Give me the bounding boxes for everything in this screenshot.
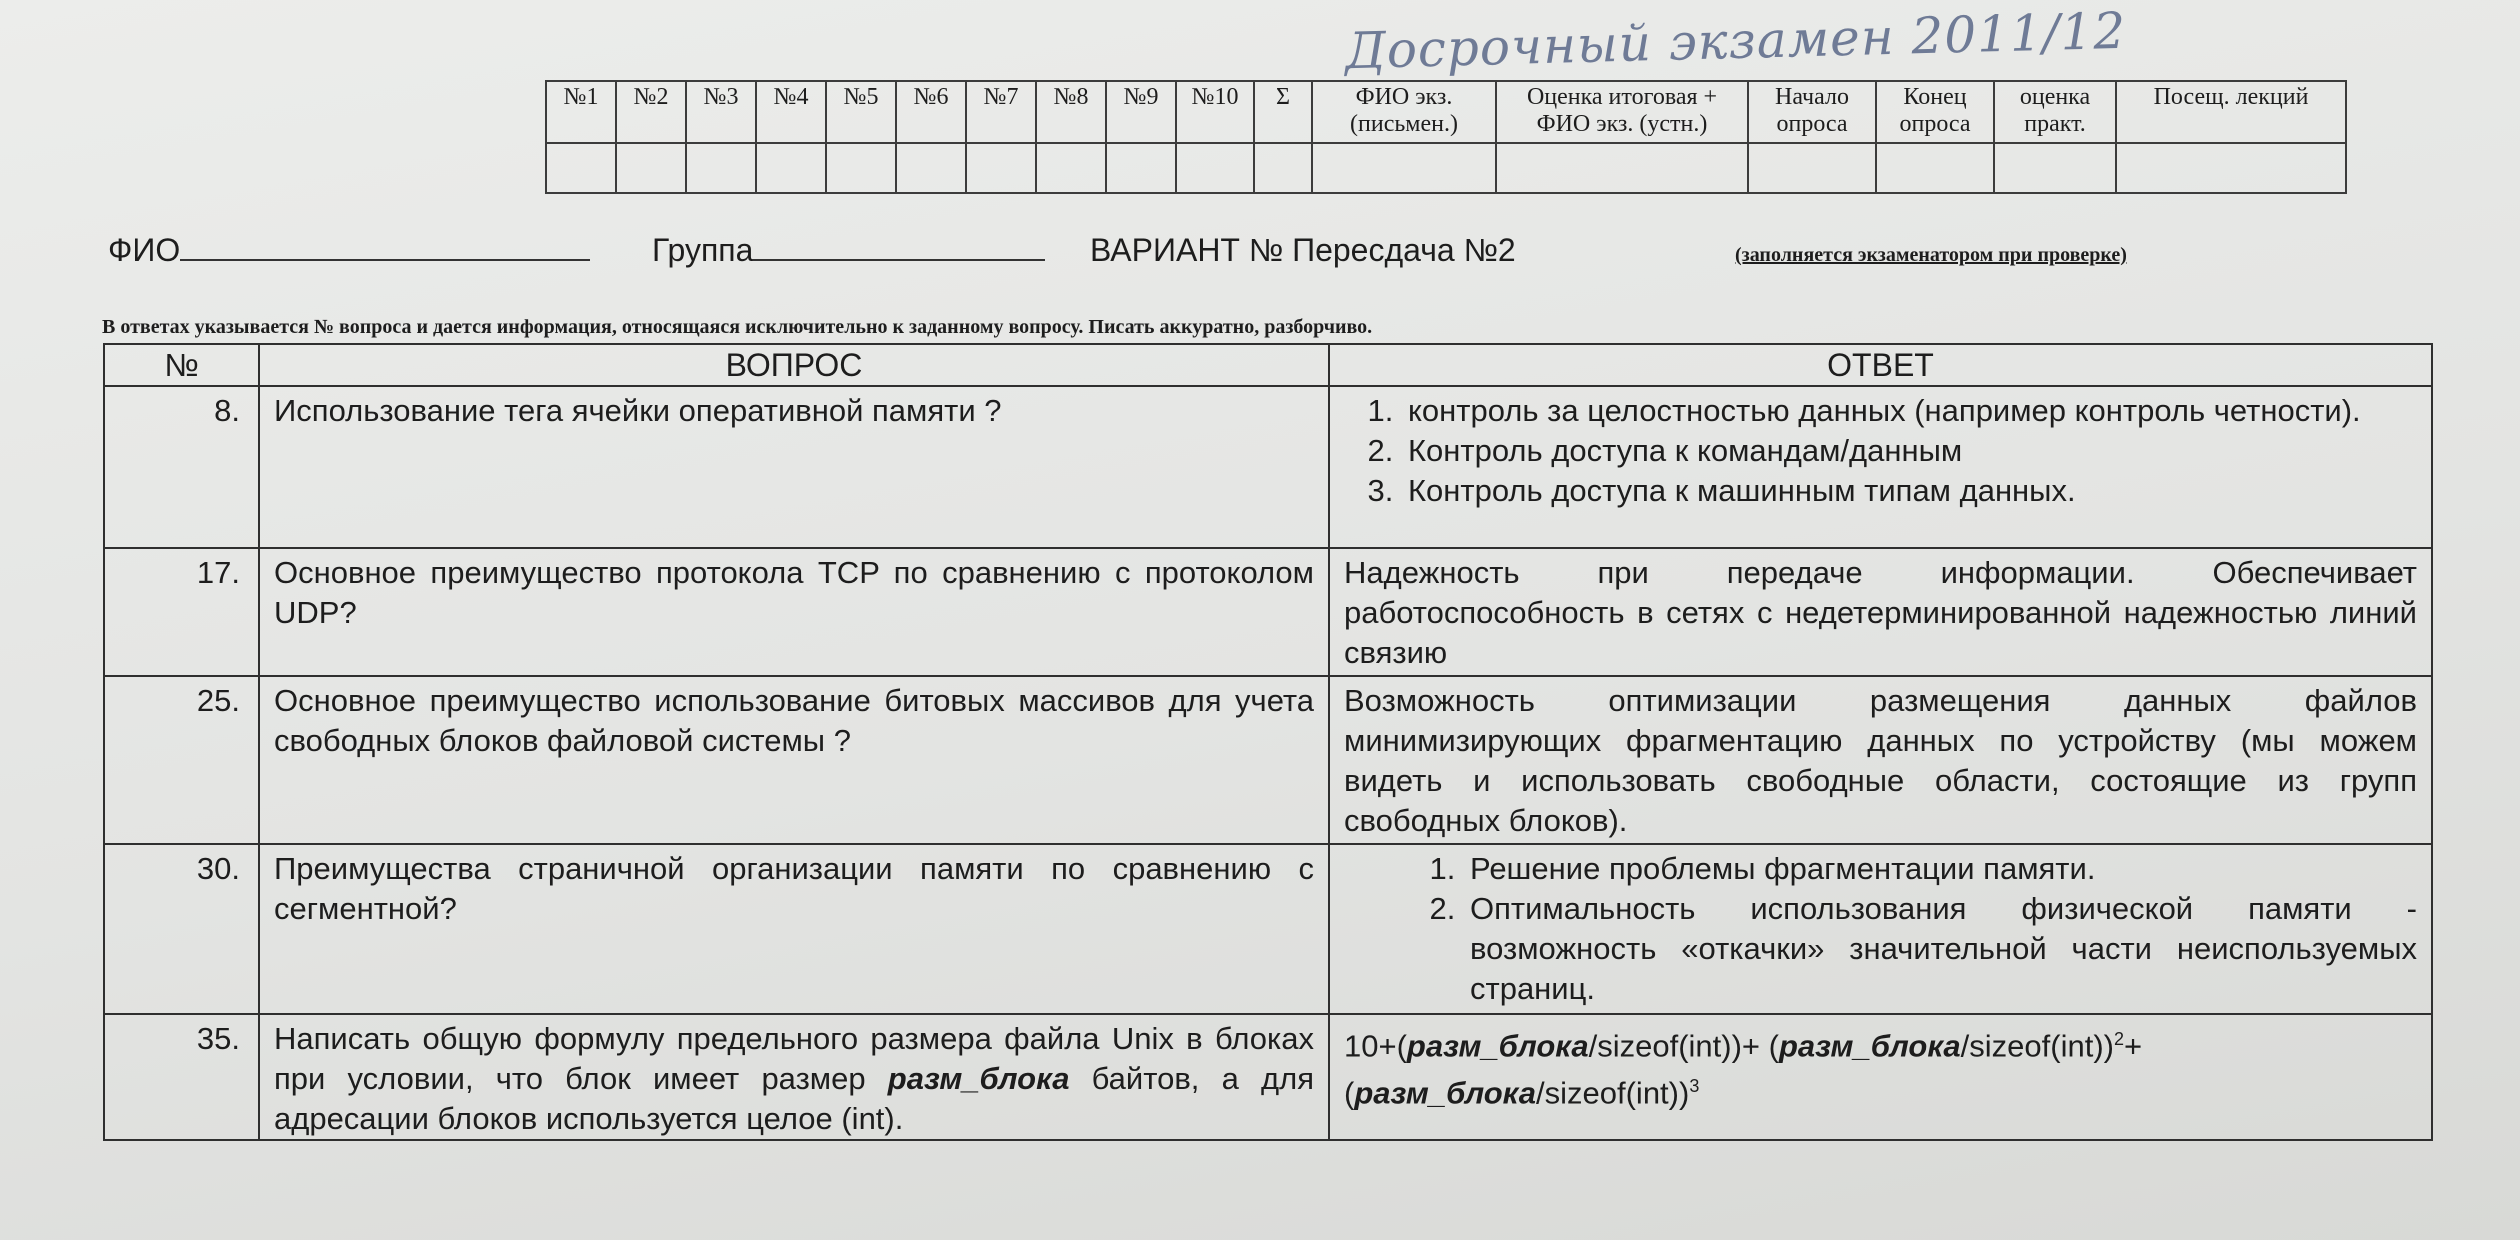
list-item: 2. Оптимальность использования физической памяти - возможность «откачки» значительной части неиспользуемых страниц. xyxy=(1464,889,2417,1009)
grade-header-cell: №4 xyxy=(756,81,826,143)
question-text: Основное преимущество использование битовых массивов для учета свободных блоков файловой системы ? xyxy=(259,676,1329,844)
grade-cell-q7[interactable] xyxy=(966,143,1036,193)
grade-header-cell: №9 xyxy=(1106,81,1176,143)
grade-table-header-row xyxy=(546,81,2346,143)
formula-prefix: 10+( xyxy=(1344,1028,1407,1064)
header-question: ВОПРОС xyxy=(259,344,1329,386)
grade-header-cell: №3 xyxy=(686,81,756,143)
grade-cell-q9[interactable] xyxy=(1106,143,1176,193)
formula-answer xyxy=(1329,1014,2432,1140)
formula-sizeof: /sizeof(int)) xyxy=(1536,1075,1690,1111)
grade-table xyxy=(545,80,2347,194)
variant-label: ВАРИАНТ № Пересдача №2 xyxy=(1090,232,1516,268)
grade-header-cell: №6 xyxy=(896,81,966,143)
list-item: 1. контроль за целостностью данных (например контроль четности). xyxy=(1402,391,2417,431)
block-size-term: разм_блока xyxy=(887,1061,1070,1096)
grade-cell-q1[interactable] xyxy=(546,143,616,193)
header-answer: ОТВЕТ xyxy=(1329,344,2432,386)
answer-cell xyxy=(1329,844,2432,1014)
grade-cell-q4[interactable] xyxy=(756,143,826,193)
table-row xyxy=(104,1014,2432,1140)
group-label: Группа xyxy=(652,232,754,268)
grade-header-cell: №7 xyxy=(966,81,1036,143)
formula-sizeof: /sizeof(int))+ ( xyxy=(1588,1028,1779,1064)
fio-blank[interactable] xyxy=(180,233,590,261)
grade-cell-written-examiner[interactable] xyxy=(1312,143,1496,193)
list-item: 1. Решение проблемы фрагментации памяти. xyxy=(1464,849,2417,889)
grade-table-blank-row xyxy=(546,143,2346,193)
grade-header-cell: №5 xyxy=(826,81,896,143)
main-table-header xyxy=(104,344,2432,386)
question-text xyxy=(259,1014,1329,1140)
grade-cell-attendance[interactable] xyxy=(2116,143,2346,193)
grade-cell-end[interactable] xyxy=(1876,143,1994,193)
formula-open: ( xyxy=(1344,1075,1355,1111)
grade-header-cell: Оценка итоговая + ФИО экз. (устн.) xyxy=(1496,81,1748,143)
table-row xyxy=(104,548,2432,676)
question-text-end: байтов, а для адресации блоков используется целое (int). xyxy=(274,1061,1314,1136)
instruction-text: В ответах указывается № вопроса и дается информация, относящаяся исключительно к заданному вопросу. Писать аккуратно, разборчиво. xyxy=(102,316,1373,338)
formula-var: разм_блока xyxy=(1778,1028,1961,1064)
fio-field xyxy=(108,232,590,269)
formula-var: разм_блока xyxy=(1354,1075,1537,1111)
group-field xyxy=(652,232,1045,269)
grade-cell-start[interactable] xyxy=(1748,143,1876,193)
table-row xyxy=(104,676,2432,844)
grade-cell-sum[interactable] xyxy=(1254,143,1312,193)
grade-cell-q6[interactable] xyxy=(896,143,966,193)
answer-list xyxy=(1344,849,2417,1009)
grade-cell-q3[interactable] xyxy=(686,143,756,193)
formula-exponent: 3 xyxy=(1689,1076,1700,1097)
group-blank[interactable] xyxy=(753,233,1045,261)
formula-var: разм_блока xyxy=(1406,1028,1589,1064)
list-item: 2. Контроль доступа к командам/данным xyxy=(1402,431,2417,471)
table-row xyxy=(104,844,2432,1014)
question-number: 17. xyxy=(104,548,259,676)
examiner-note: (заполняется экзаменатором при проверке) xyxy=(1735,244,2127,266)
grade-cell-final-grade[interactable] xyxy=(1496,143,1748,193)
question-text: Преимущества страничной организации памяти по сравнению с сегментной? xyxy=(259,844,1329,1014)
grade-header-cell: №8 xyxy=(1036,81,1106,143)
table-row xyxy=(104,386,2432,548)
handwritten-note: Досрочный экзамен 2011/12 xyxy=(1344,1,2127,81)
grade-header-cell: Σ xyxy=(1254,81,1312,143)
grade-header-cell: Посещ. лекций xyxy=(2116,81,2346,143)
answer-list xyxy=(1344,391,2417,511)
formula-exponent: 2 xyxy=(2113,1029,2124,1049)
fio-label: ФИО xyxy=(108,232,181,268)
grade-cell-q10[interactable] xyxy=(1176,143,1254,193)
question-text: Использование тега ячейки оперативной памяти ? xyxy=(259,386,1329,548)
grade-header-cell: №2 xyxy=(616,81,686,143)
question-number: 25. xyxy=(104,676,259,844)
answer-text: Надежность при передаче информации. Обеспечивает работоспособность в сетях с недетерминированной надежностью линий связию xyxy=(1329,548,2432,676)
grade-header-cell: Конец опроса xyxy=(1876,81,1994,143)
formula-plus: + xyxy=(2123,1028,2143,1064)
question-number: 30. xyxy=(104,844,259,1014)
grade-header-cell: Начало опроса xyxy=(1748,81,1876,143)
answer-cell xyxy=(1329,386,2432,548)
question-text: Основное преимущество протокола TCP по сравнению с протоколом UDP? xyxy=(259,548,1329,676)
grade-header-cell: №10 xyxy=(1176,81,1254,143)
list-item: 3. Контроль доступа к машинным типам данных. xyxy=(1402,471,2417,511)
formula-sizeof: /sizeof(int)) xyxy=(1960,1028,2114,1064)
grade-header-cell: ФИО экз. (письмен.) xyxy=(1312,81,1496,143)
grade-cell-q8[interactable] xyxy=(1036,143,1106,193)
grade-header-cell: оценка практ. xyxy=(1994,81,2116,143)
answer-text: Возможность оптимизации размещения данных файлов минимизирующих фрагментацию данных по устройству (мы можем видеть и использовать свободные области, состоящие из групп свободных блоков). xyxy=(1329,676,2432,844)
grade-cell-q5[interactable] xyxy=(826,143,896,193)
header-num: № xyxy=(104,344,259,386)
question-number: 35. xyxy=(104,1014,259,1140)
grade-cell-practice[interactable] xyxy=(1994,143,2116,193)
grade-header-cell: №1 xyxy=(546,81,616,143)
grade-cell-q2[interactable] xyxy=(616,143,686,193)
question-text-start: Написать общую формулу предельного размера файла Unix в блоках при условии, что блок имеет размер xyxy=(274,1021,1314,1096)
question-answer-table xyxy=(103,343,2433,1141)
question-number: 8. xyxy=(104,386,259,548)
